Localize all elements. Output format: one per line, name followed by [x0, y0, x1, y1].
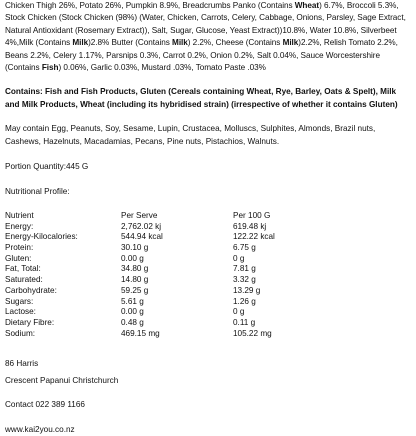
per-serve-value: 0.00 g [121, 307, 144, 317]
nutrient-name: Sodium: [5, 328, 36, 338]
nutrition-row [5, 329, 343, 340]
nutrition-row [5, 307, 343, 318]
nutrient-name: Energy-Kilocalories: [5, 232, 78, 242]
per-100g-value: 0 g [233, 307, 245, 317]
ingredients-text: Chicken Thigh 26%, Potato 26%, Pumpkin 8.9%, Breadcrumbs Panko (Contains [5, 1, 295, 10]
ingredients-text: ) 6.7%, Broccoli 5.3%, Stock Chicken (Stock Chicken (98%) (Water, Chicken, Carrots, Celery, Cabbage, Onions, Parsley, Sage Extract, Natural Antioxidant (Rosemary Extract)), Salt, Sugar, Glucose, Yeast Extract))10.8%, Water 10.8%, Silverbeet 4%,Milk (Contains [5, 1, 406, 48]
per-100g-value: 13.29 g [233, 285, 261, 295]
allergen-milk: Milk [282, 38, 299, 48]
per-100g-value: 105.22 mg [233, 328, 272, 338]
nutrient-name: Sugars: [5, 296, 34, 306]
ingredients-text: )2.8% Butter (Contains [88, 38, 173, 48]
nutrition-table [5, 211, 343, 339]
ingredients-text: ) 2.2%, Cheese (Contains [187, 38, 283, 48]
nutrient-name: Carbohydrate: [5, 285, 57, 295]
address-line-2: Crescent Papanui Christchurch [5, 375, 119, 385]
per-serve-header: Per Serve [121, 210, 158, 220]
nutrient-name: Gluten: [5, 253, 32, 263]
nutrient-name: Energy: [5, 221, 34, 231]
per-serve-value: 34.80 g [121, 264, 149, 274]
website-link[interactable]: www.kai2you.co.nz [5, 424, 75, 434]
per-serve-value: 469.15 mg [121, 328, 160, 338]
nutritional-profile-heading: Nutritional Profile: [5, 187, 70, 197]
allergen-wheat: Wheat [294, 1, 320, 10]
nutrient-name: Lactose: [5, 307, 36, 317]
nutrition-row [5, 264, 343, 275]
nutrition-row [5, 232, 343, 243]
contact-phone: Contact 022 389 1166 [5, 400, 85, 410]
per-serve-value: 5.61 g [121, 296, 144, 306]
per-serve-value: 544.94 kcal [121, 232, 163, 242]
per-100g-value: 0 g [233, 253, 245, 263]
per-100g-value: 619.48 kj [233, 221, 267, 231]
allergen-fish: Fish [41, 63, 59, 73]
per-100g-value: 7.81 g [233, 264, 256, 274]
per-100g-value: 122.22 kcal [233, 232, 275, 242]
nutrient-name: Fat, Total: [5, 264, 41, 274]
per-serve-value: 59.25 g [121, 285, 149, 295]
ingredients-list [5, 0, 411, 74]
per-100g-value: 1.26 g [233, 296, 256, 306]
nutrition-row [5, 275, 343, 286]
nutrition-row [5, 318, 343, 329]
nutrition-header-row [5, 211, 343, 222]
address-line-1: 86 Harris [5, 359, 39, 369]
per-100g-header: Per 100 G [233, 210, 271, 220]
per-serve-value: 0.00 g [121, 253, 144, 263]
per-100g-value: 0.11 g [233, 317, 256, 327]
nutrient-name: Saturated: [5, 275, 43, 285]
nutrition-row [5, 254, 343, 265]
nutrition-row [5, 286, 343, 297]
per-100g-value: 3.32 g [233, 275, 256, 285]
nutrient-name: Dietary Fibre: [5, 317, 55, 327]
nutrition-row [5, 222, 343, 233]
allergen-contains-statement: Contains: Fish and Fish Products, Gluten (Cereals containing Wheat, Rye, Barley, Oats & Spelt), Milk and Milk Products, Wheat (including its hybridised strain) (irrespective of whether it contains Gluten) [5, 87, 398, 109]
portion-quantity: Portion Quantity:445 G [5, 162, 89, 172]
per-serve-value: 14.80 g [121, 275, 149, 285]
per-100g-value: 6.75 g [233, 242, 256, 252]
per-serve-value: 2,762.02 kj [121, 221, 162, 231]
allergen-milk: Milk [72, 38, 89, 48]
nutrient-header: Nutrient [5, 210, 34, 220]
nutrition-row [5, 297, 343, 308]
nutrition-row [5, 243, 343, 254]
ingredients-text: ) 0.06%, Garlic 0.03%, Mustard .03%, Tomato Paste .03% [58, 63, 266, 73]
may-contain-statement: May contain Egg, Peanuts, Soy, Sesame, Lupin, Crustacea, Molluscs, Sulphites, Almonds, Brazil nuts, Cashews, Hazelnuts, Macadamias, Pecans, Pine nuts, Pistachios, Walnuts. [5, 124, 376, 146]
per-serve-value: 30.10 g [121, 242, 149, 252]
nutrient-name: Protein: [5, 242, 34, 252]
per-serve-value: 0.48 g [121, 317, 144, 327]
allergen-milk: Milk [172, 38, 188, 48]
product-info-sheet [5, 0, 411, 436]
ingredients-text: )2.2%, Relish Tomato 2.2%, Beans 2.2%, Celery 1.17%, Parsnips 0.3%, Carrot 0.2%, Onion 0.2%, Salt 0.04%, Sauce Worcestershire (Contains [5, 38, 398, 73]
